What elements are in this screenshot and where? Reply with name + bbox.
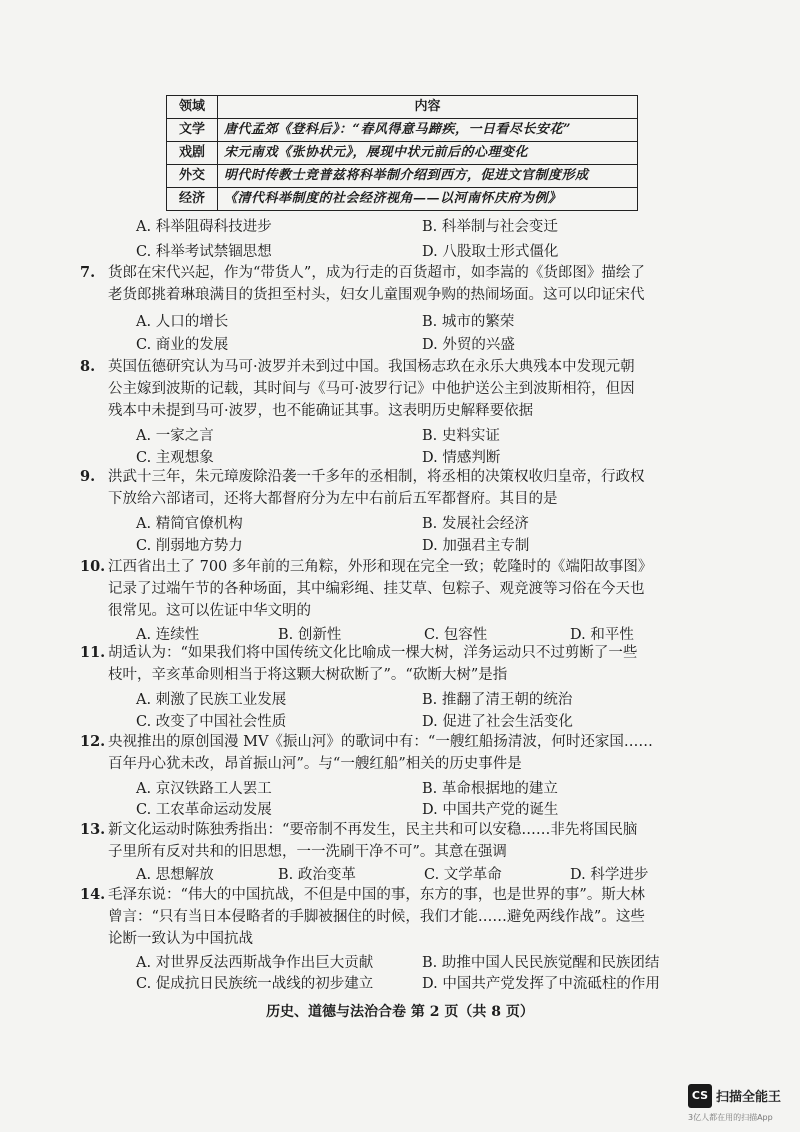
q12-option-b: B. 革命根据地的建立: [422, 781, 558, 797]
table-cell-field: 文学: [167, 119, 218, 142]
q11-option-c: C. 改变了中国社会性质: [136, 714, 287, 730]
q12-option-d: D. 中国共产党的诞生: [422, 802, 559, 818]
q8-line: 残本中未提到马可·波罗，也不能确证其事。这表明历史解释要依据: [108, 403, 534, 419]
page-footer: 历史、道德与法治合卷 第 2 页（共 8 页）: [266, 1004, 534, 1020]
q8-stem: [80, 356, 683, 422]
q8-number: 8.: [80, 358, 96, 375]
q8-option-c: C. 主观想象: [136, 450, 214, 466]
q10-option-d: D. 和平性: [570, 627, 634, 643]
table-row: [167, 165, 638, 188]
q9-number: 9.: [80, 468, 96, 485]
table-cell-content: 《清代科举制度的社会经济视角——以河南怀庆府为例》: [218, 188, 638, 211]
table-header-content: 内容: [218, 96, 638, 119]
q8-option-d: D. 情感判断: [422, 450, 501, 466]
q14-option-d: D. 中国共产党发挥了中流砥柱的作用: [422, 976, 660, 992]
q14-line: 毛泽东说：“伟大的中国抗战，不但是中国的事，东方的事，也是世界的事”。斯大林: [108, 887, 645, 903]
q14-option-b: B. 助推中国人民民族觉醒和民族团结: [422, 955, 660, 971]
field-content-table: [166, 95, 638, 211]
scanner-watermark: [688, 1084, 798, 1128]
q7-line: 老货郎挑着琳琅满目的货担至村头，妇女儿童围观争购的热闹场面。这可以印证宋代: [108, 287, 645, 303]
q9-option-a: A. 精简官僚机构: [136, 516, 243, 532]
q12-option-c: C. 工农革命运动发展: [136, 802, 272, 818]
q13-option-c: C. 文学革命: [424, 867, 502, 883]
q7-stem: [80, 262, 683, 306]
q9-stem: [80, 466, 683, 510]
q10-option-b: B. 创新性: [278, 627, 342, 643]
q9-option-d: D. 加强君主专制: [422, 538, 530, 554]
q9-option-b: B. 发展社会经济: [422, 516, 529, 532]
table-row: [167, 142, 638, 165]
q7-option-a: A. 人口的增长: [136, 314, 229, 330]
q12-line: 百年丹心犹未改，昂首振山河”。与“一艘红船”相关的历史事件是: [108, 756, 522, 772]
q7-line: 货郎在宋代兴起，作为“带货人”，成为行走的百货超市，如李嵩的《货郎图》描绘了: [108, 265, 645, 281]
q11-option-a: A. 刺激了民族工业发展: [136, 692, 287, 708]
q14-stem: [80, 884, 683, 950]
q14-line: 论断一致认为中国抗战: [108, 931, 253, 947]
watermark-tagline: 3亿人都在用的扫描App: [688, 1113, 773, 1122]
q14-line: 曾言：“只有当日本侵略者的手脚被捆住的时候，我们才能……避免两线作战”。这些: [108, 909, 645, 925]
q13-option-d: D. 科学进步: [570, 867, 649, 883]
q13-stem: [80, 819, 683, 863]
q9-line: 洪武十三年，朱元璋废除沿袭一千多年的丞相制，将丞相的决策权收归皇帝，行政权: [108, 469, 645, 485]
table-cell-field: 外交: [167, 165, 218, 188]
watermark-app-name: 扫描全能王: [716, 1090, 782, 1105]
q10-line: 很常见。这可以佐证中华文明的: [108, 603, 311, 619]
q8-option-b: B. 史料实证: [422, 428, 500, 444]
q13-line: 子里所有反对共和的旧思想，一一洗刷干净不可”。其意在强调: [108, 844, 507, 860]
q11-option-d: D. 促进了社会生活变化: [422, 714, 573, 730]
q8-line: 公主嫁到波斯的记载，其时间与《马可·波罗行记》中他护送公主到波斯相符，但因: [108, 381, 635, 397]
q10-line: 江西省出土了 700 多年前的三角粽，外形和现在完全一致；乾隆时的《端阳故事图》: [108, 559, 653, 575]
table-cell-content: 明代时传教士竞普兹将科举制介绍到西方，促进文官制度形成: [218, 165, 638, 188]
table-row: [167, 119, 638, 142]
q8-option-a: A. 一家之言: [136, 428, 214, 444]
table-cell-field: 经济: [167, 188, 218, 211]
q9-option-c: C. 削弱地方势力: [136, 538, 243, 554]
table-cell-field: 戏剧: [167, 142, 218, 165]
q11-line: 枝叶，辛亥革命则相当于将这颗大树砍断了”。“砍断大树”是指: [108, 667, 508, 683]
q10-option-a: A. 连续性: [136, 627, 200, 643]
q11-option-b: B. 推翻了清王朝的统治: [422, 692, 573, 708]
q12-stem: [80, 731, 683, 775]
q13-number: 13.: [80, 821, 106, 838]
q12-line: 央视推出的原创国漫 MV《振山河》的歌词中有：“一艘红船扬清波，何时还家国……: [108, 734, 653, 750]
q7-option-d: D. 外贸的兴盛: [422, 337, 515, 353]
table-cell-content: 唐代孟郊《登科后》：“春风得意马蹄疾，一日看尽长安花”: [218, 119, 638, 142]
q13-option-b: B. 政治变革: [278, 867, 356, 883]
q13-option-a: A. 思想解放: [136, 867, 214, 883]
q6-option-c: C. 科举考试禁锢思想: [136, 244, 272, 260]
q14-number: 14.: [80, 886, 106, 903]
camscanner-logo-icon: CS: [688, 1084, 712, 1108]
q8-line: 英国伍德研究认为马可·波罗并未到过中国。我国杨志玖在永乐大典残本中发现元朝: [108, 359, 635, 375]
q7-number: 7.: [80, 264, 96, 281]
q11-number: 11.: [80, 644, 106, 661]
q6-option-a: A. 科举阻碍科技进步: [136, 219, 272, 235]
table-cell-content: 宋元南戏《张协状元》，展现中状元前后的心理变化: [218, 142, 638, 165]
q14-option-a: A. 对世界反法西斯战争作出巨大贡献: [136, 955, 374, 971]
q10-stem: [80, 556, 683, 622]
q6-option-b: B. 科举制与社会变迁: [422, 219, 558, 235]
q10-number: 10.: [80, 558, 106, 575]
q13-line: 新文化运动时陈独秀指出：“要帝制不再发生，民主共和可以安稳……非先将国民脑: [108, 822, 638, 838]
q9-line: 下放给六部诸司，还将大都督府分为左中右前后五军都督府。其目的是: [108, 491, 558, 507]
q10-line: 记录了过端午节的各种场面，其中编彩绳、挂艾草、包粽子、观竞渡等习俗在今天也: [108, 581, 645, 597]
table-row: [167, 188, 638, 211]
table-header-row: [167, 96, 638, 119]
q12-number: 12.: [80, 733, 106, 750]
table-header-field: 领域: [167, 96, 218, 119]
q6-option-d: D. 八股取士形式僵化: [422, 244, 559, 260]
q7-option-b: B. 城市的繁荣: [422, 314, 515, 330]
q11-line: 胡适认为：“如果我们将中国传统文化比喻成一棵大树，洋务运动只不过剪断了一些: [108, 645, 638, 661]
q7-option-c: C. 商业的发展: [136, 337, 229, 353]
q14-option-c: C. 促成抗日民族统一战线的初步建立: [136, 976, 374, 992]
q12-option-a: A. 京汉铁路工人罢工: [136, 781, 272, 797]
q11-stem: [80, 642, 683, 686]
q10-option-c: C. 包容性: [424, 627, 488, 643]
